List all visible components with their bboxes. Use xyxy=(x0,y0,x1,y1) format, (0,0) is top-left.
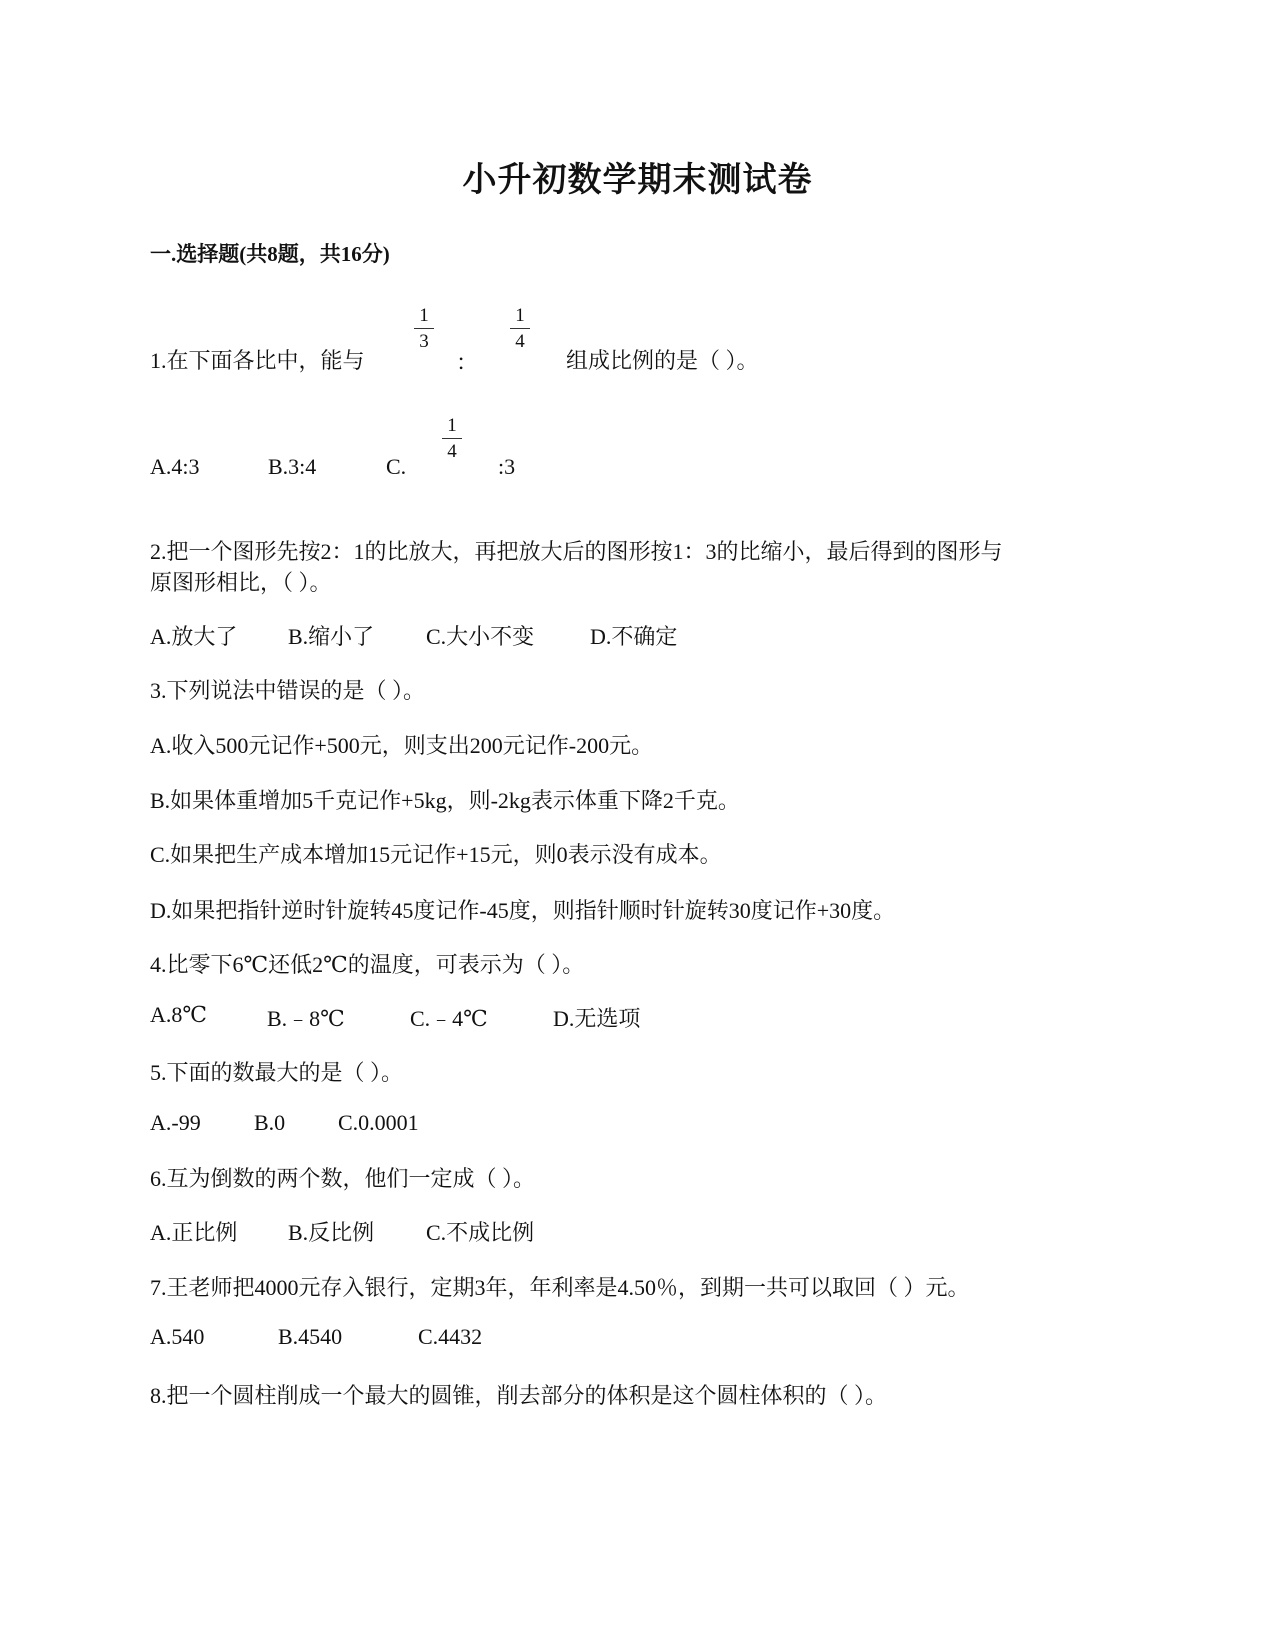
question-1-colon: ： xyxy=(456,350,479,375)
question-4-option-a: A.8℃ xyxy=(150,1002,207,1027)
fraction-numerator: 1 xyxy=(447,415,457,436)
question-1-option-c-prefix: C. xyxy=(386,454,407,479)
question-5-option-b: B.0 xyxy=(254,1110,286,1135)
question-1-fraction-b xyxy=(508,306,532,351)
question-6-stem: 6.互为倒数的两个数，他们一定成（ ）。 xyxy=(150,1166,536,1191)
question-7-option-a: A.540 xyxy=(150,1324,205,1349)
question-2-option-c: C.大小不变 xyxy=(426,624,535,649)
question-4-option-c: C.﹣4℃ xyxy=(410,1006,488,1031)
question-7-stem: 7.王老师把4000元存入银行，定期3年，年利率是4.50％，到期一共可以取回（ ）元。 xyxy=(150,1275,970,1300)
question-2-stem-line-1: 2.把一个图形先按2：1的比放大，再把放大后的图形按1：3的比缩小，最后得到的图形与 xyxy=(150,539,1003,564)
section-heading: 一.选择题(共8题，共16分) xyxy=(150,242,390,266)
fraction-bar xyxy=(442,438,462,439)
fraction-denominator: 3 xyxy=(419,331,429,352)
fraction-denominator: 4 xyxy=(515,331,525,352)
question-4-option-b: B.﹣8℃ xyxy=(267,1006,345,1031)
question-7-option-c: C.4432 xyxy=(418,1324,483,1349)
question-2-stem-line-2: 原图形相比，（ ）。 xyxy=(150,570,332,595)
question-3-option-a: A.收入500元记作+500元，则支出200元记作-200元。 xyxy=(150,733,654,758)
question-1-stem-after: 组成比例的是（ ）。 xyxy=(566,348,759,373)
question-8-stem: 8.把一个圆柱削成一个最大的圆锥，削去部分的体积是这个圆柱体积的（ ）。 xyxy=(150,1383,888,1408)
page-title: 小升初数学期末测试卷 xyxy=(462,162,813,199)
question-1-fraction-a xyxy=(412,306,436,351)
question-5-option-c: C.0.0001 xyxy=(338,1110,419,1135)
fraction-numerator: 1 xyxy=(419,305,429,326)
question-4-stem: 4.比零下6℃还低2℃的温度，可表示为（ ）。 xyxy=(150,952,585,977)
fraction-bar xyxy=(414,328,434,329)
question-1-option-c-fraction xyxy=(440,416,464,461)
question-3-stem: 3.下列说法中错误的是（ ）。 xyxy=(150,678,426,703)
question-7-option-b: B.4540 xyxy=(278,1324,343,1349)
question-2-option-a: A.放大了 xyxy=(150,624,238,649)
question-6-option-b: B.反比例 xyxy=(288,1220,375,1245)
question-5-stem: 5.下面的数最大的是（ ）。 xyxy=(150,1060,404,1085)
question-3-option-d: D.如果把指针逆时针旋转45度记作-45度，则指针顺时针旋转30度记作+30度。 xyxy=(150,898,896,923)
question-2-option-b: B.缩小了 xyxy=(288,624,375,649)
question-1-option-c-suffix: :3 xyxy=(498,454,516,479)
fraction-numerator: 1 xyxy=(515,305,525,326)
question-4-option-d: D.无选项 xyxy=(553,1006,641,1031)
question-6-option-c: C.不成比例 xyxy=(426,1220,535,1245)
question-2-option-d: D.不确定 xyxy=(590,624,678,649)
fraction-bar xyxy=(510,328,530,329)
question-1-option-b: B.3:4 xyxy=(268,454,317,479)
question-3-option-c: C.如果把生产成本增加15元记作+15元，则0表示没有成本。 xyxy=(150,842,722,867)
question-1-stem-before: 1.在下面各比中，能与 xyxy=(150,348,365,373)
question-6-option-a: A.正比例 xyxy=(150,1220,238,1245)
question-5-option-a: A.-99 xyxy=(150,1110,201,1135)
fraction-denominator: 4 xyxy=(447,441,457,462)
question-1-option-a: A.4:3 xyxy=(150,454,200,479)
question-3-option-b: B.如果体重增加5千克记作+5kg，则-2kg表示体重下降2千克。 xyxy=(150,788,740,813)
